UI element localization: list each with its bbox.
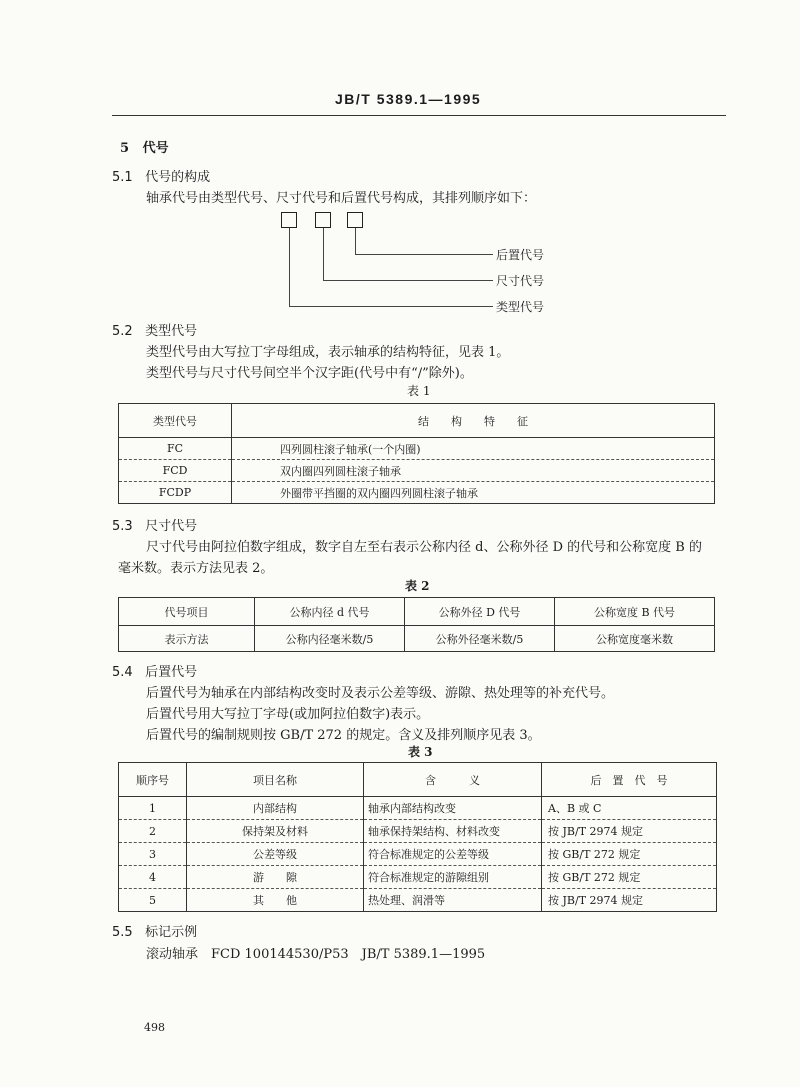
table-row xyxy=(119,889,717,912)
header-rule xyxy=(112,115,726,116)
table-cell: 内部结构 xyxy=(187,797,364,820)
table-cell: 公称外径毫米数/5 xyxy=(405,626,555,652)
table-cell: 公称内径毫米数/5 xyxy=(255,626,405,652)
table-row xyxy=(119,866,717,889)
suffix-code-box xyxy=(347,212,363,228)
table-cell: 按 JB/T 2974 规定 xyxy=(548,825,644,838)
standard-number: JB/T 5389.1—1995 xyxy=(335,91,482,107)
table-3-caption: 表 3 xyxy=(408,745,433,759)
header-cell: 含 义 xyxy=(364,763,542,797)
header-cell: 公称内径 d 代号 xyxy=(255,598,405,626)
section-number: 5 xyxy=(120,141,130,156)
table-row xyxy=(119,843,717,866)
header-cell: 代号项目 xyxy=(119,598,255,626)
table-cell: 按 JB/T 2974 规定 xyxy=(548,894,644,907)
section-title: 后置代号 xyxy=(145,665,198,680)
size-code-box xyxy=(315,212,331,228)
table-cell: 2 xyxy=(119,820,187,843)
section-5-1-heading xyxy=(112,166,210,185)
paragraph: 后置代号的编制规则按 GB/T 272 的规定。含义及排列顺序见表 3。 xyxy=(146,728,541,743)
table-cell: 轴承保持架结构、材料改变 xyxy=(364,820,542,843)
header-cell: 项目名称 xyxy=(187,763,364,797)
table-cell: 游 隙 xyxy=(187,866,364,889)
table-row xyxy=(119,626,715,652)
table-cell: 5 xyxy=(119,889,187,912)
table-cell: 其 他 xyxy=(187,889,364,912)
table-cell: 符合标准规定的游隙组别 xyxy=(364,866,542,889)
connector-line xyxy=(289,306,493,307)
section-5-3-heading xyxy=(112,515,197,534)
paragraph: 尺寸代号由阿拉伯数字组成，数字自左至右表示公称内径 d、公称外径 D 的代号和公称宽度 B 的 xyxy=(146,540,702,555)
table-cell: FCD xyxy=(119,460,232,482)
table-cell: 按 GB/T 272 规定 xyxy=(548,871,641,884)
header-cell: 类型代号 xyxy=(119,404,232,438)
table-cell: FC xyxy=(119,438,232,460)
section-5-4-heading xyxy=(112,661,197,680)
table-cell: 公差等级 xyxy=(187,843,364,866)
table-cell: 双内圈四列圆柱滚子轴承 xyxy=(280,464,401,478)
table-cell: 按 GB/T 272 规定 xyxy=(548,848,641,861)
header-cell: 结 构 特 征 xyxy=(418,414,528,428)
header-cell: 公称宽度 B 代号 xyxy=(593,605,676,619)
connector-line xyxy=(323,228,324,280)
section-number: 5.4 xyxy=(112,665,133,680)
section-title: 类型代号 xyxy=(145,324,198,339)
table-cell: 外圈带平挡圈的双内圈四列圆柱滚子轴承 xyxy=(280,486,478,500)
section-title: 代号 xyxy=(142,141,169,156)
table-cell: 3 xyxy=(119,843,187,866)
section-title: 代号的构成 xyxy=(145,170,211,185)
paragraph: 类型代号与尺寸代号间空半个汉字距(代号中有“/”除外)。 xyxy=(146,366,473,381)
table-row xyxy=(119,460,715,482)
connector-line xyxy=(323,280,493,281)
table-row xyxy=(119,820,717,843)
section-5-5-heading xyxy=(112,921,197,940)
table-2 xyxy=(118,597,715,652)
connector-line xyxy=(289,228,290,306)
table-1 xyxy=(118,403,715,504)
table-cell: 4 xyxy=(119,866,187,889)
table-header-row xyxy=(119,763,717,797)
section-number: 5.1 xyxy=(112,170,133,185)
table-cell: 1 xyxy=(119,797,187,820)
table-row xyxy=(119,482,715,504)
table-3 xyxy=(118,762,717,912)
header-cell: 后 置 代 号 xyxy=(590,773,668,787)
type-code-label: 类型代号 xyxy=(496,300,545,314)
section-number: 5.2 xyxy=(112,324,133,339)
suffix-code-label: 后置代号 xyxy=(496,248,545,262)
section-title: 标记示例 xyxy=(145,925,198,940)
section-5-2-heading xyxy=(112,320,197,339)
section-5-heading xyxy=(120,137,169,156)
table-cell: FCDP xyxy=(119,482,232,504)
connector-line xyxy=(355,228,356,254)
table-row xyxy=(119,438,715,460)
table-2-caption: 表 2 xyxy=(405,579,430,593)
size-code-label: 尺寸代号 xyxy=(496,274,545,288)
table-cell: 轴承内部结构改变 xyxy=(364,797,542,820)
table-cell: A、B 或 C xyxy=(548,802,602,815)
marking-example: 滚动轴承 FCD 100144530/P53 JB/T 5389.1—1995 xyxy=(146,947,486,962)
table-cell: 公称宽度毫米数 xyxy=(596,632,673,646)
section-number: 5.3 xyxy=(112,519,133,534)
paragraph: 毫米数。表示方法见表 2。 xyxy=(118,561,274,576)
table-1-caption: 表 1 xyxy=(407,384,431,398)
table-header-row xyxy=(119,598,715,626)
connector-line xyxy=(355,254,493,255)
table-cell: 四列圆柱滚子轴承(一个内圈) xyxy=(280,442,421,456)
table-header-row xyxy=(119,404,715,438)
paragraph: 类型代号由大写拉丁字母组成，表示轴承的结构特征，见表 1。 xyxy=(146,345,510,360)
page-number: 498 xyxy=(144,1021,165,1034)
table-row xyxy=(119,797,717,820)
type-code-box xyxy=(281,212,297,228)
paragraph: 后置代号用大写拉丁字母(或加阿拉伯数字)表示。 xyxy=(146,707,430,722)
table-cell: 保持架及材料 xyxy=(187,820,364,843)
section-title: 尺寸代号 xyxy=(145,519,198,534)
paragraph: 轴承代号由类型代号、尺寸代号和后置代号构成，其排列顺序如下： xyxy=(146,191,537,206)
table-cell: 热处理、润滑等 xyxy=(364,889,542,912)
paragraph: 后置代号为轴承在内部结构改变时及表示公差等级、游隙、热处理等的补充代号。 xyxy=(146,686,615,701)
table-cell: 符合标准规定的公差等级 xyxy=(364,843,542,866)
table-cell: 表示方法 xyxy=(119,626,255,652)
header-cell: 顺序号 xyxy=(119,763,187,797)
section-number: 5.5 xyxy=(112,925,133,940)
header-cell: 公称外径 D 代号 xyxy=(405,598,555,626)
